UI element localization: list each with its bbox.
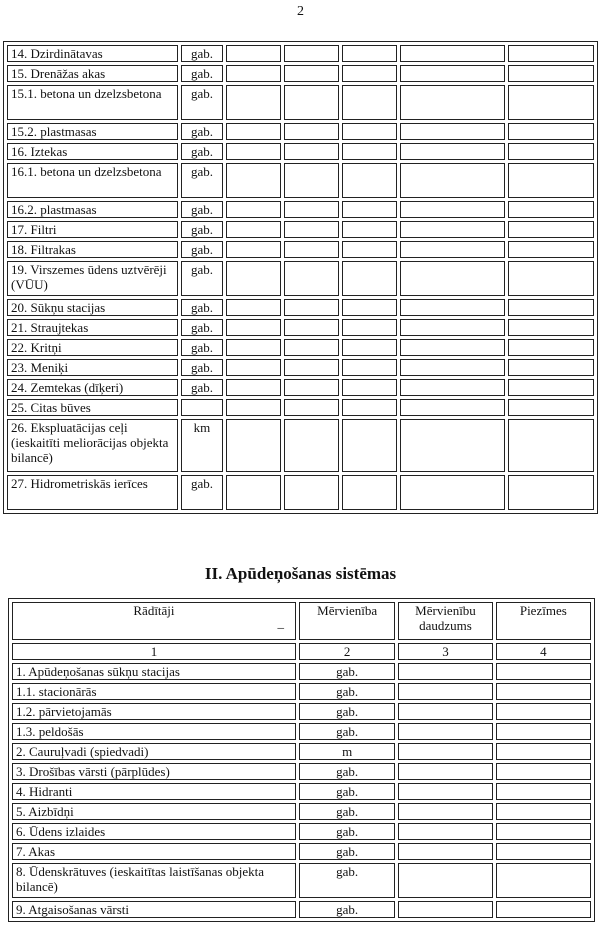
row-unit: gab. (299, 683, 395, 700)
empty-entry-cell[interactable] (342, 339, 397, 356)
row-label: 17. Filtri (7, 221, 178, 238)
quantity-entry-cell[interactable] (398, 901, 492, 918)
table-row (12, 683, 591, 700)
row-unit: gab. (299, 863, 395, 898)
empty-entry-cell[interactable] (342, 123, 397, 140)
empty-entry-cell[interactable] (284, 379, 339, 396)
empty-entry-cell[interactable] (508, 221, 594, 238)
empty-entry-cell[interactable] (226, 85, 281, 120)
row-unit: gab. (181, 359, 222, 376)
row-unit: gab. (181, 85, 222, 120)
empty-entry-cell[interactable] (226, 221, 281, 238)
row-label: 15. Drenāžas akas (7, 65, 178, 82)
page-number: 2 (297, 4, 304, 19)
quantity-entry-cell[interactable] (398, 843, 492, 860)
empty-entry-cell[interactable] (226, 163, 281, 198)
row-unit: gab. (181, 339, 222, 356)
empty-entry-cell[interactable] (342, 299, 397, 316)
table-row (7, 261, 594, 296)
empty-entry-cell[interactable] (400, 123, 505, 140)
quantity-entry-cell[interactable] (398, 703, 492, 720)
empty-entry-cell[interactable] (508, 241, 594, 258)
table-row (12, 783, 591, 800)
empty-entry-cell[interactable] (400, 319, 505, 336)
empty-entry-cell[interactable] (508, 299, 594, 316)
row-unit: gab. (181, 475, 222, 510)
empty-entry-cell[interactable] (400, 339, 505, 356)
notes-entry-cell[interactable] (496, 663, 591, 680)
row-unit: gab. (181, 123, 222, 140)
table-row (7, 299, 594, 316)
row-label: 21. Straujtekas (7, 319, 178, 336)
row-label: 25. Citas būves (7, 399, 178, 416)
empty-entry-cell[interactable] (284, 419, 339, 472)
header-cell-indicators: Rādītāji _ (12, 602, 296, 640)
empty-entry-cell[interactable] (284, 45, 339, 62)
row-label: 18. Filtrakas (7, 241, 178, 258)
empty-entry-cell[interactable] (508, 399, 594, 416)
row-label: 6. Ūdens izlaides (12, 823, 296, 840)
row-unit: gab. (181, 143, 222, 160)
empty-entry-cell[interactable] (400, 359, 505, 376)
empty-entry-cell[interactable] (400, 85, 505, 120)
empty-entry-cell[interactable] (284, 221, 339, 238)
empty-entry-cell[interactable] (226, 475, 281, 510)
table-row (12, 823, 591, 840)
header-cell-unit: Mērvienība (299, 602, 395, 640)
empty-entry-cell[interactable] (400, 475, 505, 510)
row-unit: gab. (299, 901, 395, 918)
row-label: 2. Cauruļvadi (spiedvadi) (12, 743, 296, 760)
column-number: 3 (398, 643, 492, 660)
empty-entry-cell[interactable] (508, 201, 594, 218)
row-label: 16.1. betona un dzelzsbetona (7, 163, 178, 198)
quantity-entry-cell[interactable] (398, 683, 492, 700)
table-row (12, 763, 591, 780)
row-unit: gab. (299, 783, 395, 800)
table-row (7, 85, 594, 120)
row-label: 24. Zemtekas (dīķeri) (7, 379, 178, 396)
row-label: 4. Hidranti (12, 783, 296, 800)
row-label: 1.2. pārvietojamās (12, 703, 296, 720)
empty-entry-cell[interactable] (508, 339, 594, 356)
empty-entry-cell[interactable] (342, 241, 397, 258)
row-label: 1.3. peldošās (12, 723, 296, 740)
empty-entry-cell[interactable] (400, 65, 505, 82)
empty-entry-cell[interactable] (284, 201, 339, 218)
empty-entry-cell[interactable] (226, 379, 281, 396)
empty-entry-cell[interactable] (342, 399, 397, 416)
column-number: 1 (12, 643, 296, 660)
notes-entry-cell[interactable] (496, 901, 591, 918)
column-number: 2 (299, 643, 395, 660)
table-row (7, 319, 594, 336)
table-row (12, 863, 591, 898)
quantity-entry-cell[interactable] (398, 763, 492, 780)
row-label: 3. Drošības vārsti (pārplūdes) (12, 763, 296, 780)
notes-entry-cell[interactable] (496, 683, 591, 700)
table-row (7, 359, 594, 376)
quantity-entry-cell[interactable] (398, 663, 492, 680)
row-unit: gab. (299, 663, 395, 680)
table-row (7, 143, 594, 160)
row-label: 22. Kritņi (7, 339, 178, 356)
table-row (7, 379, 594, 396)
empty-entry-cell[interactable] (400, 379, 505, 396)
empty-entry-cell[interactable] (342, 319, 397, 336)
row-label: 27. Hidrometriskās ierīces (7, 475, 178, 510)
empty-entry-cell[interactable] (508, 163, 594, 198)
quantity-entry-cell[interactable] (398, 783, 492, 800)
table-row (7, 201, 594, 218)
empty-entry-cell[interactable] (284, 123, 339, 140)
table-row (7, 123, 594, 140)
row-label: 15.1. betona un dzelzsbetona (7, 85, 178, 120)
notes-entry-cell[interactable] (496, 823, 591, 840)
notes-entry-cell[interactable] (496, 723, 591, 740)
empty-entry-cell[interactable] (400, 163, 505, 198)
empty-entry-cell[interactable] (400, 221, 505, 238)
empty-entry-cell[interactable] (226, 143, 281, 160)
empty-entry-cell[interactable] (342, 201, 397, 218)
empty-entry-cell[interactable] (284, 65, 339, 82)
row-unit: gab. (181, 299, 222, 316)
empty-entry-cell[interactable] (342, 359, 397, 376)
empty-entry-cell[interactable] (342, 379, 397, 396)
table-row (7, 339, 594, 356)
table-row (7, 163, 594, 198)
empty-entry-cell[interactable] (226, 45, 281, 62)
quantity-entry-cell[interactable] (398, 723, 492, 740)
column-number: 4 (496, 643, 591, 660)
row-unit: gab. (181, 261, 222, 296)
empty-entry-cell[interactable] (284, 163, 339, 198)
notes-entry-cell[interactable] (496, 743, 591, 760)
empty-entry-cell[interactable] (226, 419, 281, 472)
quantity-entry-cell[interactable] (398, 823, 492, 840)
empty-entry-cell[interactable] (284, 85, 339, 120)
empty-entry-cell[interactable] (342, 261, 397, 296)
empty-entry-cell[interactable] (508, 65, 594, 82)
table-row (12, 743, 591, 760)
row-label: 15.2. plastmasas (7, 123, 178, 140)
empty-entry-cell[interactable] (342, 45, 397, 62)
row-unit: gab. (181, 201, 222, 218)
empty-entry-cell[interactable] (508, 359, 594, 376)
table-row (7, 419, 594, 472)
table-row (12, 803, 591, 820)
empty-entry-cell[interactable] (226, 241, 281, 258)
row-unit: km (181, 419, 222, 472)
row-label: 7. Akas (12, 843, 296, 860)
empty-entry-cell[interactable] (226, 399, 281, 416)
empty-entry-cell[interactable] (226, 201, 281, 218)
row-label: 23. Meniķi (7, 359, 178, 376)
quantity-entry-cell[interactable] (398, 863, 492, 898)
table-row (12, 723, 591, 740)
infrastructure-table-continued (3, 41, 598, 514)
notes-entry-cell[interactable] (496, 703, 591, 720)
quantity-entry-cell[interactable] (398, 803, 492, 820)
empty-entry-cell[interactable] (284, 359, 339, 376)
empty-entry-cell[interactable] (284, 241, 339, 258)
empty-entry-cell[interactable] (508, 123, 594, 140)
row-label: 20. Sūkņu stacijas (7, 299, 178, 316)
row-unit: gab. (299, 723, 395, 740)
row-label: 16.2. plastmasas (7, 201, 178, 218)
empty-entry-cell[interactable] (342, 163, 397, 198)
row-label: 16. Iztekas (7, 143, 178, 160)
empty-entry-cell[interactable] (508, 261, 594, 296)
table-row (7, 221, 594, 238)
empty-entry-cell[interactable] (226, 261, 281, 296)
table-row (7, 241, 594, 258)
row-unit: gab. (299, 843, 395, 860)
quantity-entry-cell[interactable] (398, 743, 492, 760)
empty-entry-cell[interactable] (226, 299, 281, 316)
table-row (7, 399, 594, 416)
row-unit: m (299, 743, 395, 760)
empty-entry-cell[interactable] (342, 143, 397, 160)
notes-entry-cell[interactable] (496, 863, 591, 898)
row-unit: gab. (181, 379, 222, 396)
empty-entry-cell[interactable] (284, 319, 339, 336)
table-row (12, 843, 591, 860)
header-cell-notes: Piezīmes (496, 602, 591, 640)
empty-entry-cell[interactable] (342, 475, 397, 510)
row-unit: gab. (181, 241, 222, 258)
notes-entry-cell[interactable] (496, 843, 591, 860)
row-label: 1. Apūdeņošanas sūkņu stacijas (12, 663, 296, 680)
empty-entry-cell[interactable] (400, 45, 505, 62)
row-label: 26. Ekspluatācijas ceļi (ieskaitīti meliorācijas objekta bilancē) (7, 419, 178, 472)
notes-entry-cell[interactable] (496, 763, 591, 780)
empty-entry-cell[interactable] (508, 379, 594, 396)
row-unit: gab. (299, 823, 395, 840)
empty-entry-cell[interactable] (400, 299, 505, 316)
row-unit: gab. (299, 763, 395, 780)
row-label: 14. Dzirdinātavas (7, 45, 178, 62)
empty-entry-cell[interactable] (342, 419, 397, 472)
empty-entry-cell[interactable] (400, 201, 505, 218)
empty-entry-cell[interactable] (508, 45, 594, 62)
row-unit: gab. (299, 703, 395, 720)
empty-entry-cell[interactable] (400, 399, 505, 416)
empty-entry-cell[interactable] (284, 475, 339, 510)
row-unit: gab. (181, 45, 222, 62)
empty-entry-cell[interactable] (342, 221, 397, 238)
empty-entry-cell[interactable] (342, 65, 397, 82)
row-unit (181, 399, 222, 416)
empty-entry-cell[interactable] (226, 319, 281, 336)
empty-entry-cell[interactable] (400, 261, 505, 296)
empty-entry-cell[interactable] (284, 143, 339, 160)
empty-entry-cell[interactable] (284, 261, 339, 296)
row-unit: gab. (181, 163, 222, 198)
empty-entry-cell[interactable] (342, 85, 397, 120)
row-label: 9. Atgaisošanas vārsti (12, 901, 296, 918)
table-row (7, 45, 594, 62)
row-unit: gab. (181, 65, 222, 82)
row-label: 19. Virszemes ūdens uztvērēji (VŪU) (7, 261, 178, 296)
empty-entry-cell[interactable] (508, 475, 594, 510)
row-unit: gab. (181, 319, 222, 336)
table-row (12, 663, 591, 680)
table-row (12, 703, 591, 720)
row-unit: gab. (181, 221, 222, 238)
header-cell-quantity: Mērvienību daudzums (398, 602, 492, 640)
row-label: 5. Aizbīdņi (12, 803, 296, 820)
empty-entry-cell[interactable] (284, 399, 339, 416)
irrigation-systems-table (8, 598, 595, 922)
empty-entry-cell[interactable] (400, 241, 505, 258)
empty-entry-cell[interactable] (508, 419, 594, 472)
table-row (7, 65, 594, 82)
empty-entry-cell[interactable] (508, 85, 594, 120)
column-number-row (12, 643, 591, 660)
row-label: 1.1. stacionārās (12, 683, 296, 700)
empty-entry-cell[interactable] (226, 65, 281, 82)
empty-entry-cell[interactable] (226, 359, 281, 376)
empty-entry-cell[interactable] (508, 143, 594, 160)
table-row (7, 475, 594, 510)
empty-entry-cell[interactable] (284, 339, 339, 356)
row-label: 8. Ūdenskrātuves (ieskaitītas laistīšanas objekta bilancē) (12, 863, 296, 898)
table-row (12, 901, 591, 918)
empty-entry-cell[interactable] (508, 319, 594, 336)
section-title: II. Apūdeņošanas sistēmas (204, 564, 397, 583)
empty-entry-cell[interactable] (400, 419, 505, 472)
notes-entry-cell[interactable] (496, 783, 591, 800)
empty-entry-cell[interactable] (284, 299, 339, 316)
empty-entry-cell[interactable] (226, 339, 281, 356)
empty-entry-cell[interactable] (226, 123, 281, 140)
empty-entry-cell[interactable] (400, 143, 505, 160)
header-row (12, 602, 591, 640)
notes-entry-cell[interactable] (496, 803, 591, 820)
row-unit: gab. (299, 803, 395, 820)
